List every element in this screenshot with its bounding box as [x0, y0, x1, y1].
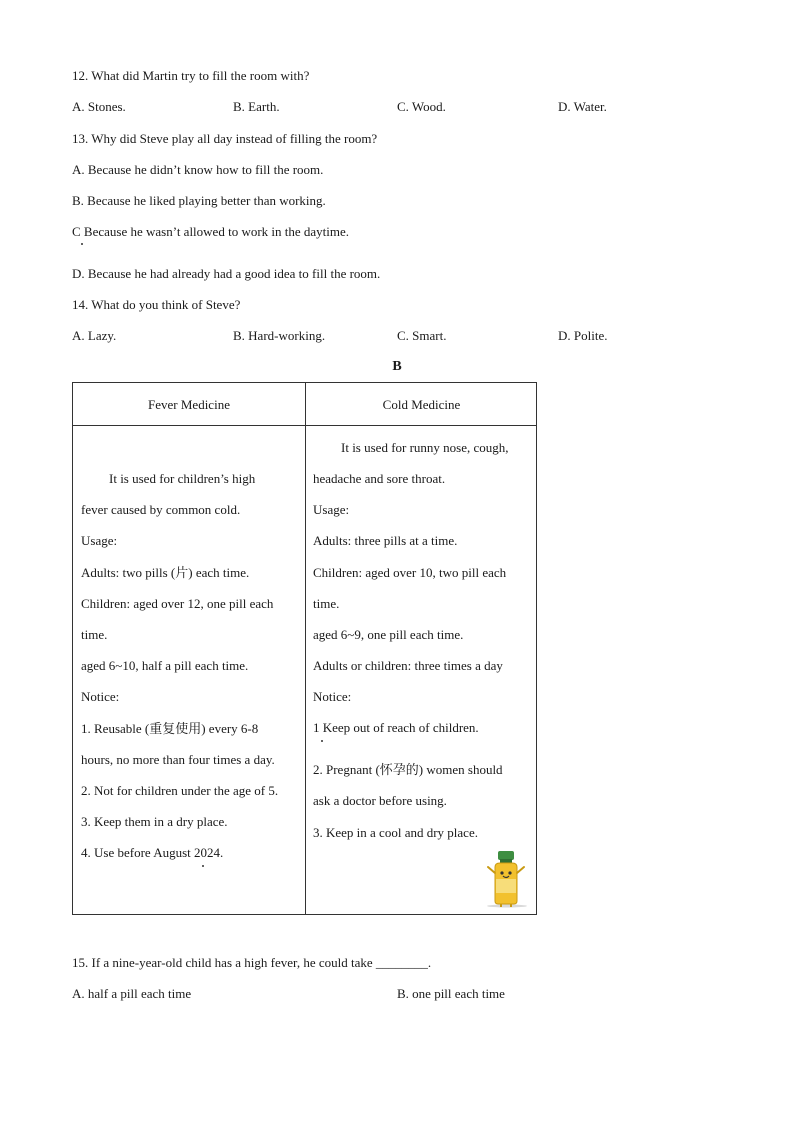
- medicine-bottle-icon: [483, 849, 531, 909]
- q12-option-b: B. Earth.: [233, 99, 280, 114]
- question-15-stem: 15. If a nine-year-old child has a high fever, he could take ________.: [72, 955, 432, 970]
- q15-option-a: A. half a pill each time: [72, 986, 192, 1001]
- cold-line: 1 Keep out of reach of children.: [313, 720, 479, 735]
- stray-dot: [321, 740, 323, 742]
- table-header-divider: [73, 425, 536, 426]
- cold-line: Adults: three pills at a time.: [313, 533, 458, 548]
- fever-line: Usage:: [81, 533, 118, 548]
- fever-line: hours, no more than four times a day.: [81, 752, 275, 767]
- q13-option-b: B. Because he liked playing better than working.: [72, 193, 326, 208]
- cold-line: ask a doctor before using.: [313, 793, 447, 808]
- question-14-stem: 14. What do you think of Steve?: [72, 297, 241, 312]
- q15-option-b: B. one pill each time: [397, 986, 505, 1001]
- question-13-stem: 13. Why did Steve play all day instead of filling the room?: [72, 131, 378, 146]
- fever-line: Notice:: [81, 689, 120, 704]
- cold-line: It is used for runny nose, cough,: [341, 440, 509, 455]
- stray-dot: [202, 865, 204, 867]
- cold-line: 2. Pregnant (怀孕的) women should: [313, 762, 503, 777]
- cold-line: aged 6~9, one pill each time.: [313, 627, 464, 642]
- section-letter: B: [392, 359, 402, 374]
- fever-line: 2. Not for children under the age of 5.: [81, 783, 279, 798]
- table-column-divider: [305, 383, 306, 914]
- cold-line: 3. Keep in a cool and dry place.: [313, 825, 478, 840]
- q12-option-a: A. Stones.: [72, 99, 126, 114]
- fever-line: It is used for children’s high: [109, 471, 256, 486]
- fever-line: 4. Use before August 2024.: [81, 845, 224, 860]
- fever-line: 1. Reusable (重复使用) every 6-8: [81, 721, 259, 736]
- stray-dot: [81, 243, 83, 245]
- fever-line: Children: aged over 12, one pill each: [81, 596, 274, 611]
- cold-line: Usage:: [313, 502, 350, 517]
- q14-option-b: B. Hard-working.: [233, 328, 326, 343]
- fever-line: time.: [81, 627, 108, 642]
- medicine-table: [72, 382, 537, 915]
- cold-line: Notice:: [313, 689, 352, 704]
- fever-line: 3. Keep them in a dry place.: [81, 814, 228, 829]
- question-12-stem: 12. What did Martin try to fill the room with?: [72, 68, 310, 83]
- fever-line: aged 6~10, half a pill each time.: [81, 658, 249, 673]
- cold-line: Adults or children: three times a day: [313, 658, 503, 673]
- q13-option-a: A. Because he didn’t know how to fill the room.: [72, 162, 324, 177]
- q12-option-c: C. Wood.: [397, 99, 446, 114]
- cold-line: headache and sore throat.: [313, 471, 446, 486]
- cold-line: Children: aged over 10, two pill each: [313, 565, 507, 580]
- fever-line: fever caused by common cold.: [81, 502, 241, 517]
- q14-option-d: D. Polite.: [558, 328, 608, 343]
- q12-option-d: D. Water.: [558, 99, 607, 114]
- cold-line: time.: [313, 596, 340, 611]
- header-fever-medicine: Fever Medicine: [148, 397, 230, 412]
- header-cold-medicine: Cold Medicine: [382, 397, 461, 412]
- q14-option-c: C. Smart.: [397, 328, 447, 343]
- q14-option-a: A. Lazy.: [72, 328, 117, 343]
- q13-option-d: D. Because he had already had a good idea to fill the room.: [72, 266, 381, 281]
- q13-option-c: C Because he wasn’t allowed to work in the daytime.: [72, 224, 350, 239]
- fever-line: Adults: two pills (片) each time.: [81, 565, 250, 580]
